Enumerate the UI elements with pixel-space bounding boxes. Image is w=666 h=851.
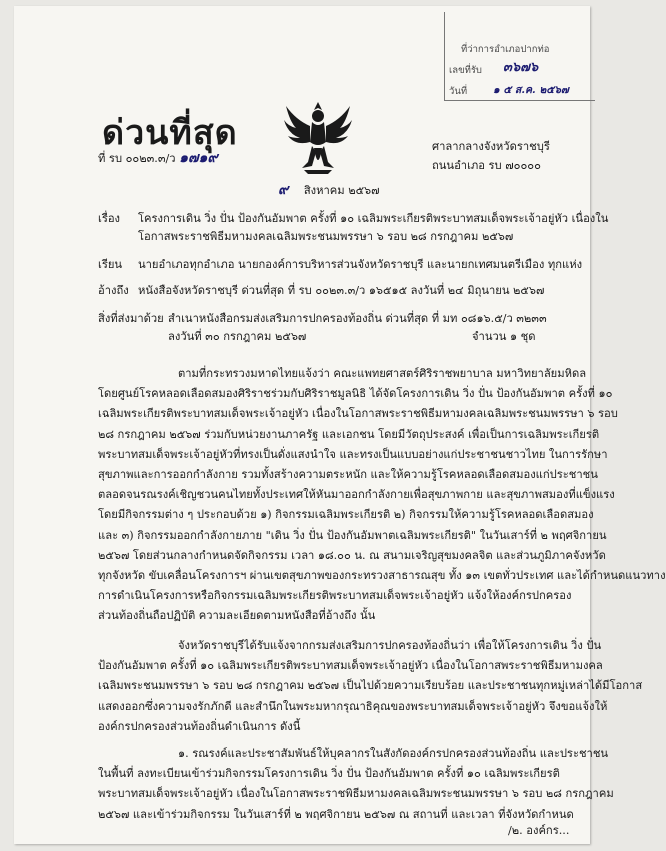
paragraph-line: ๒๘ กรกฎาคม ๒๕๖๗ ร่วมกับหน่วยงานภาครัฐ และเอกชน โดยมีวัตถุประสงค์ เพื่อเป็นการเฉลิมพระเกียรติ bbox=[98, 427, 600, 441]
paragraph-2 bbox=[98, 636, 642, 737]
paragraph-line: และ ๓) กิจกรรมออกกำลังกายภาย "เดิน วิ่ง ปั่น ป้องกันอัมพาตเฉลิมพระเกียรติ" ในวันเสาร์ที่ ๒ พฤศจิกายน bbox=[98, 528, 607, 542]
stamp-date-value: ๑ ๕ ส.ค. ๒๕๖๗ bbox=[493, 84, 569, 96]
paragraph-line: แสดงออกซึ่งความจงรักภักดี และสำนึกในพระมหากรุณาธิคุณของพระบาทสมเด็จพระเจ้าอยู่หัว จึงขอแจ้งให้ bbox=[98, 699, 608, 713]
paragraph-line: เฉลิมพระเกียรติพระบาทสมเด็จพระเจ้าอยู่หัว เนื่องในโอกาสพระราชพิธีมหามงคลเฉลิมพระชนมพรรษา ๖ รอบ bbox=[98, 407, 618, 421]
date-day-handwritten: ๙ bbox=[278, 182, 289, 198]
paragraph-line: ๒๕๖๗ และเข้าร่วมกิจกรรม ในวันเสาร์ที่ ๒ พฤศจิกายน ๒๕๖๗ ณ สถานที่ และเวลา ที่จังหวัดกำหนด bbox=[98, 807, 574, 821]
paragraph-line: การดำเนินโครงการหรือกิจกรรมเฉลิมพระเกียรติพระบาทสมเด็จพระเจ้าอยู่หัว แจ้งให้องค์กรปกครอง bbox=[98, 589, 572, 603]
paragraph-line: ตามที่กระทรวงมหาดไทยแจ้งว่า คณะแพทยศาสตร์ศิริราชพยาบาล มหาวิทยาลัยมหิดล bbox=[178, 367, 587, 380]
paragraph-line: พระบาทสมเด็จพระเจ้าอยู่หัว เนื่องในโอกาสพระราชพิธีมหามงคลเฉลิมพระชนมพรรษา ๖ รอบ ๒๘ กรกฎาคม bbox=[98, 787, 614, 801]
enclosure-label: สิ่งที่ส่งมาด้วย bbox=[98, 312, 164, 325]
garuda-emblem-icon bbox=[282, 96, 354, 178]
enclosure-line-1: สำเนาหนังสือกรมส่งเสริมการปกครองท้องถิ่น ด่วนที่สุด ที่ มท ๐๘๑๖.๕/ว ๓๒๓๓ bbox=[168, 312, 547, 325]
paragraph-line: โดยศูนย์โรคหลอดเลือดสมองศิริราชร่วมกับศิริราชมูลนิธิ ได้จัดโครงการเดิน วิ่ง ปั่น ป้องกันอัมพาต ครั้งที่ ๑๐ bbox=[98, 387, 613, 401]
sender-name: ศาลากลางจังหวัดราชบุรี bbox=[432, 140, 550, 153]
stamp-office: ที่ว่าการอำเภอปากท่อ bbox=[461, 44, 550, 55]
paragraph-line: ตลอดจนรณรงค์เชิญชวนคนไทยทั้งประเทศให้หันมาออกกำลังกายเพื่อสุขภาพกาย และสุขภาพสมองที่แข็งแรง bbox=[98, 488, 615, 502]
document-number bbox=[98, 152, 218, 165]
subject-line-2: โอกาสพระราชพิธีมหามงคลเฉลิมพระชนมพรรษา ๖ รอบ ๒๘ กรกฎาคม ๒๕๖๗ bbox=[138, 230, 514, 243]
paragraph-line: องค์กรปกครองส่วนท้องถิ่นดำเนินการ ดังนี้ bbox=[98, 719, 301, 733]
document-number-handwritten: ๑๗๑๙ bbox=[179, 150, 218, 166]
paragraph-line: ป้องกันอัมพาต ครั้งที่ ๑๐ เฉลิมพระเกียรติพระบาทสมเด็จพระเจ้าอยู่หัว เนื่องในโอกาสพระราชพิธีมหามงคล bbox=[98, 659, 603, 673]
document-number-prefix: ที่ รบ ๐๐๒๓.๓/ว bbox=[98, 152, 176, 165]
subject-line-1: โครงการเดิน วิ่ง ปั่น ป้องกันอัมพาต ครั้งที่ ๑๐ เฉลิมพระเกียรติพระบาทสมเด็จพระเจ้าอยู่หัว เนื่องใน bbox=[138, 212, 609, 225]
page-continuation: /๒. องค์กร... bbox=[508, 824, 570, 837]
receipt-stamp bbox=[444, 12, 595, 101]
stamp-receive-label: เลขที่รับ bbox=[449, 65, 482, 76]
paragraph-line: จังหวัดราชบุรีได้รับแจ้งจากกรมส่งเสริมการปกครองท้องถิ่นว่า เพื่อให้โครงการเดิน วิ่ง ปั่น bbox=[178, 639, 602, 652]
document-page bbox=[14, 6, 666, 844]
paragraph-line: ๑. รณรงค์และประชาสัมพันธ์ให้บุคลากรในสังกัดองค์กรปกครองส่วนท้องถิ่น และประชาชน bbox=[178, 747, 609, 760]
date-month-year: สิงหาคม ๒๕๖๗ bbox=[303, 184, 380, 197]
paragraph-1 bbox=[98, 364, 666, 627]
enclosure-line-2: ลงวันที่ ๓๐ กรกฎาคม ๒๕๖๗ bbox=[168, 330, 307, 343]
paragraph-line: พระบาทสมเด็จพระเจ้าอยู่หัวที่ทรงเป็นดั่งแสงนำใจ และทรงเป็นแบบอย่างแก่ประชาชนชาวไทย ในการรักษา bbox=[98, 447, 608, 461]
paragraph-3 bbox=[98, 744, 614, 825]
reference-label: อ้างถึง bbox=[98, 284, 129, 297]
paragraph-line: ในพื้นที่ ลงทะเบียนเข้าร่วมกิจกรรมโครงการเดิน วิ่ง ปั่น ป้องกันอัมพาต ครั้งที่ ๑๐ เฉลิมพระเกียรติ bbox=[98, 767, 560, 781]
urgency-label: ด่วนที่สุด bbox=[102, 113, 238, 153]
subject-label: เรื่อง bbox=[98, 212, 121, 225]
sender-address: ถนนอำเภอ รบ ๗๐๐๐๐ bbox=[432, 159, 541, 172]
reference-text: หนังสือจังหวัดราชบุรี ด่วนที่สุด ที่ รบ ๐๐๒๓.๓/ว ๑๖๕๑๕ ลงวันที่ ๒๔ มิถุนายน ๒๕๖๗ bbox=[138, 284, 545, 297]
stamp-date-label: วันที่ bbox=[449, 86, 468, 97]
paragraph-line: เฉลิมพระชนมพรรษา ๖ รอบ ๒๘ กรกฎาคม ๒๕๖๗ เป็นไปด้วยความเรียบร้อย และประชาชนทุกหมู่เหล่าได้มีโอกาส bbox=[98, 679, 643, 693]
paragraph-line: ส่วนท้องถิ่นถือปฏิบัติ ความละเอียดตามหนังสือที่อ้างถึง นั้น bbox=[98, 609, 376, 623]
paragraph-line: ทุกจังหวัด ขับเคลื่อนโครงการฯ ผ่านเขตสุขภาพของกระทรวงสาธารณสุข ทั้ง ๑๓ เขตทั่วประเทศ และได้กำหนดแนวทาง bbox=[98, 569, 666, 583]
recipient-text: นายอำเภอทุกอำเภอ นายกองค์การบริหารส่วนจังหวัดราชบุรี และนายกเทศมนตรีเมือง ทุกแห่ง bbox=[138, 258, 583, 271]
document-date bbox=[278, 184, 380, 197]
stamp-receive-number: ๓๖๗๖ bbox=[503, 60, 539, 75]
paragraph-line: ๒๕๖๗ โดยส่วนกลางกำหนดจัดกิจกรรม เวลา ๑๘.๐๐ น. ณ สนามเจริญสุขมงคลจิต และส่วนภูมิภาคจังหวัด bbox=[98, 548, 606, 562]
paragraph-line: โดยมีกิจกรรมต่าง ๆ ประกอบด้วย ๑) กิจกรรมเฉลิมพระเกียรติ ๒) กิจกรรมให้ความรู้โรคหลอดเลือดสมอง bbox=[98, 508, 594, 522]
recipient-label: เรียน bbox=[98, 258, 123, 271]
enclosure-quantity: จำนวน ๑ ชุด bbox=[472, 330, 536, 343]
paragraph-line: สุขภาพและการออกกำลังกาย รวมทั้งสร้างความตระหนัก และให้ความรู้โรคหลอดเลือดสมองแก่ประชาชน bbox=[98, 468, 598, 482]
